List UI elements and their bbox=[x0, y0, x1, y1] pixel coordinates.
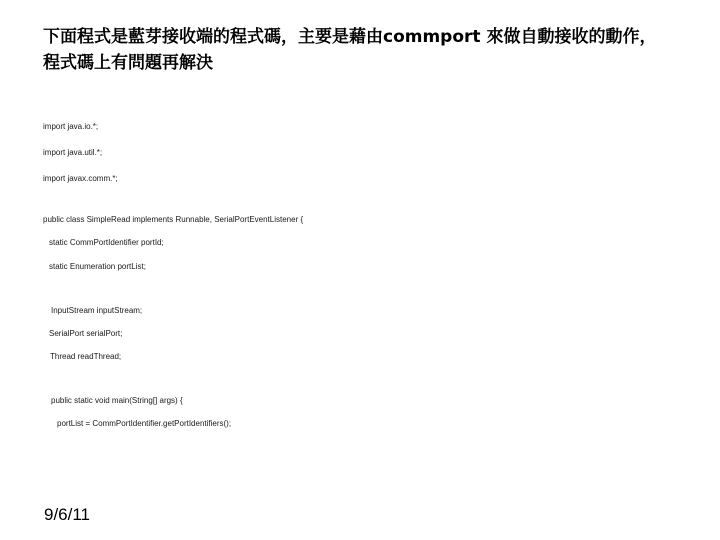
code-line: public static void main(String[] args) { bbox=[51, 396, 183, 405]
code-line: import java.io.*; bbox=[43, 122, 99, 131]
code-line: Thread readThread; bbox=[50, 352, 122, 361]
slide-title-line-1: 下面程式是藍芽接收端的程式碼，主要是藉由commport 來做自動接收的動作， bbox=[43, 27, 657, 47]
slide-title bbox=[43, 24, 683, 76]
code-line: InputStream inputStream; bbox=[51, 306, 143, 315]
slide-title-line-2: 程式碼上有問題再解決 bbox=[43, 53, 213, 73]
code-line: static CommPortIdentifier portId; bbox=[49, 238, 164, 247]
code-line: import java.util.*; bbox=[43, 148, 103, 157]
code-line: static Enumeration portList; bbox=[49, 262, 146, 271]
slide-date: 9/6/11 bbox=[44, 505, 91, 524]
code-line: portList = CommPortIdentifier.getPortIdentifiers(); bbox=[57, 419, 232, 428]
code-line: public class SimpleRead implements Runnable, SerialPortEventListener { bbox=[43, 215, 304, 224]
code-line: SerialPort serialPort; bbox=[49, 329, 123, 338]
code-line: import javax.comm.*; bbox=[43, 174, 118, 183]
